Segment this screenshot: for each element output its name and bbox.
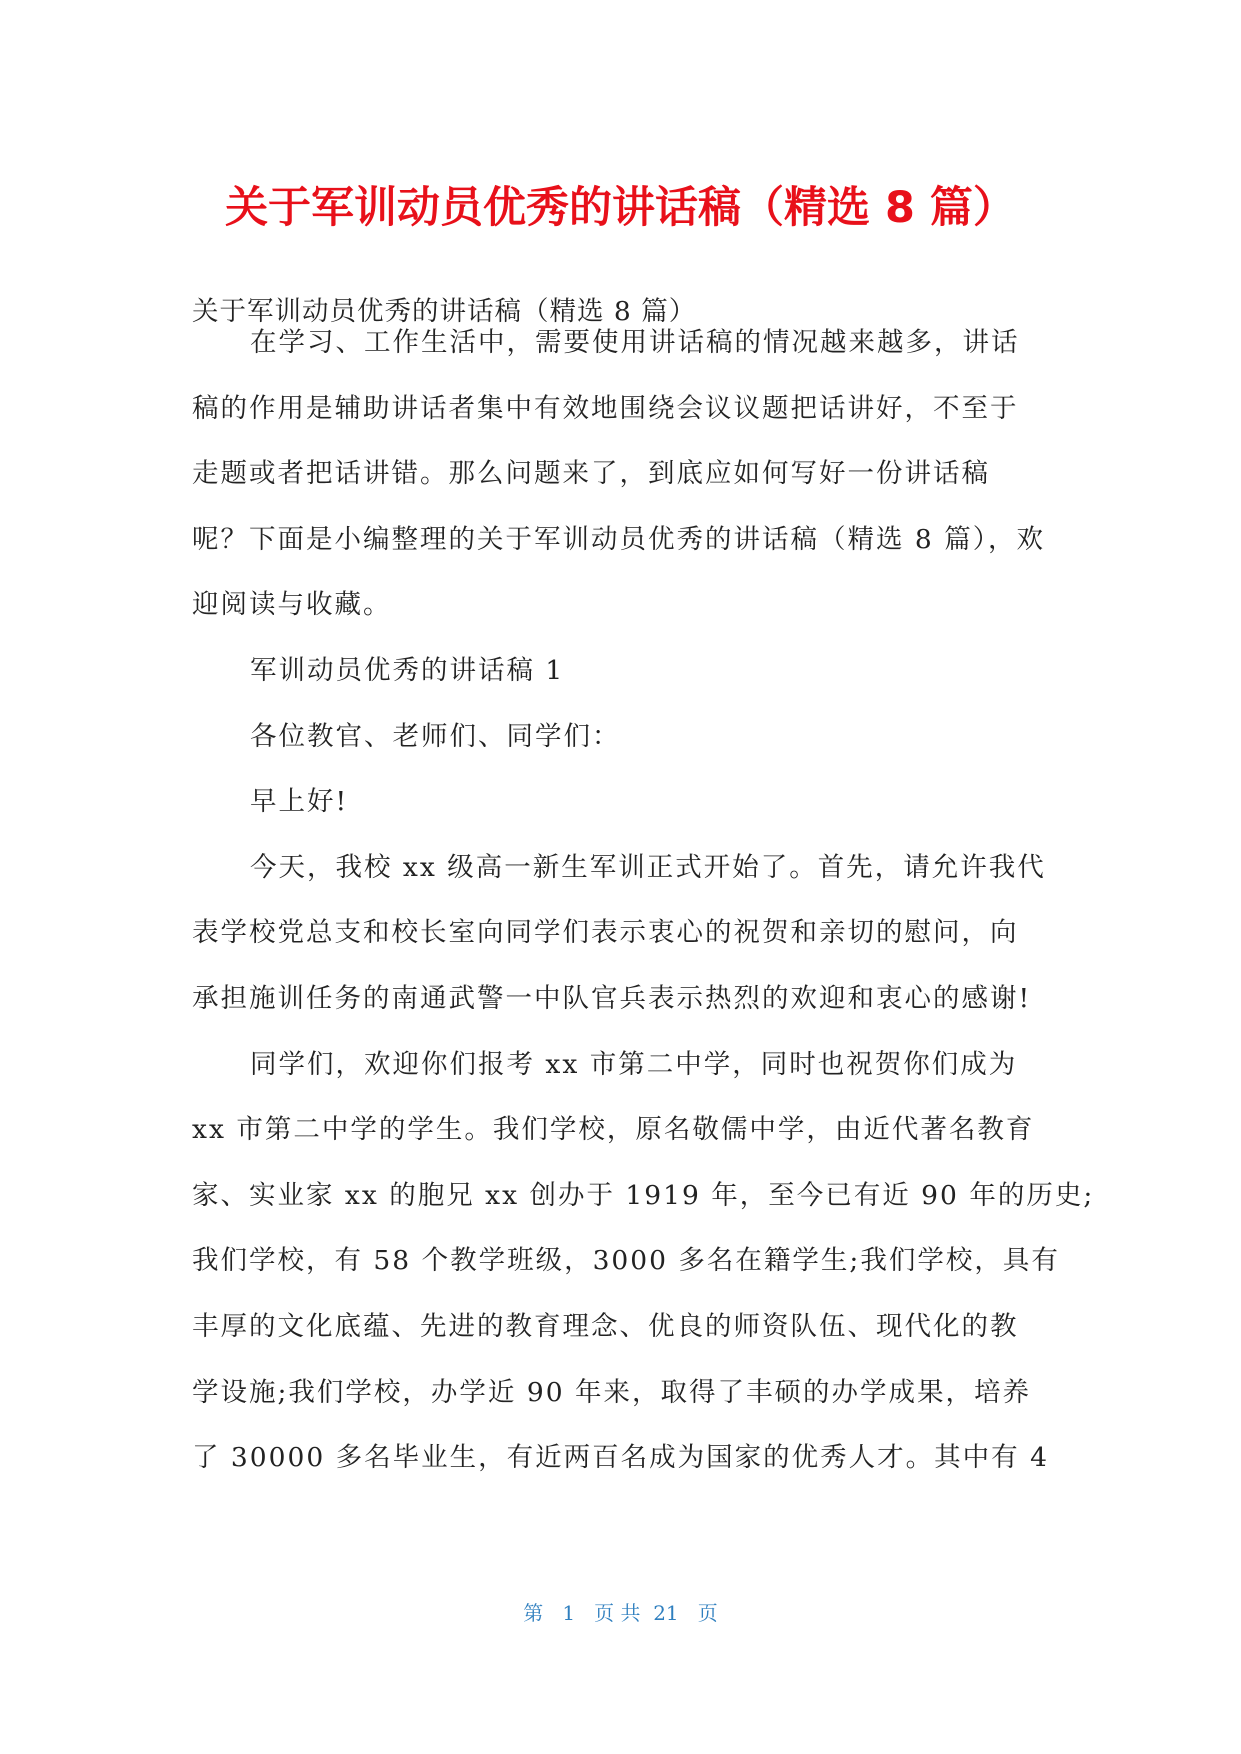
text-line: 稿的作用是辅助讲话者集中有效地围绕会议议题把话讲好，不至于 [192, 392, 1019, 424]
page-number: 第 1 页 共 21 页 [523, 1601, 718, 1625]
text-line: 同学们，欢迎你们报考 xx 市第二中学，同时也祝贺你们成为 [250, 1048, 1018, 1080]
text-line: 早上好! [250, 786, 349, 818]
text-line: 今天，我校 xx 级高一新生军训正式开始了。首先，请允许我代 [250, 851, 1046, 883]
text-line: 丰厚的文化底蕴、先进的教育理念、优良的师资队伍、现代化的教 [192, 1310, 1019, 1342]
text-line: 呢？下面是小编整理的关于军训动员优秀的讲话稿（精选 8 篇），欢 [192, 523, 1045, 555]
greeting [192, 769, 1054, 835]
document-body [192, 310, 1095, 1491]
text-line: xx 市第二中学的学生。我们学校，原名敬儒中学，由近代著名教育 [192, 1114, 1035, 1146]
text-line: 了 30000 多名毕业生，有近两百名成为国家的优秀人才。其中有 4 [192, 1442, 1049, 1474]
text-line: 在学习、工作生活中，需要使用讲话稿的情况越来越多，讲话 [250, 327, 1020, 358]
paragraph-today [192, 835, 1054, 1032]
text-line: 我们学校，有 58 个教学班级，3000 多名在籍学生;我们学校，具有 [192, 1245, 1060, 1277]
text-line: 走题或者把话讲错。那么问题来了，到底应如何写好一份讲话稿 [192, 458, 990, 490]
text-line: 表学校党总支和校长室向同学们表示衷心的祝贺和亲切的慰问，向 [192, 917, 1019, 949]
page-title: 关于军训动员优秀的讲话稿（精选 8 篇） [225, 183, 1016, 233]
text-line: 各位教官、老师们、同学们： [250, 720, 621, 752]
salutation [192, 704, 1054, 770]
text-line: 学设施;我们学校，办学近 90 年来，取得了丰硕的办学成果，培养 [192, 1376, 1031, 1408]
text-line: 承担施训任务的南通武警一中队官兵表示热烈的欢迎和衷心的感谢! [192, 982, 1032, 1014]
text-line: 迎阅读与收藏。 [192, 589, 392, 621]
paragraph-intro [192, 310, 1054, 638]
paragraph-school [192, 1032, 1095, 1491]
text-line: 家、实业家 xx 的胞兄 xx 创办于 1919 年，至今已有近 90 年的历史; [192, 1179, 1095, 1211]
document-subtitle: 关于军训动员优秀的讲话稿（精选 8 篇） [192, 296, 697, 327]
section-heading [192, 638, 1054, 704]
text-line: 军训动员优秀的讲话稿 1 [250, 654, 565, 686]
